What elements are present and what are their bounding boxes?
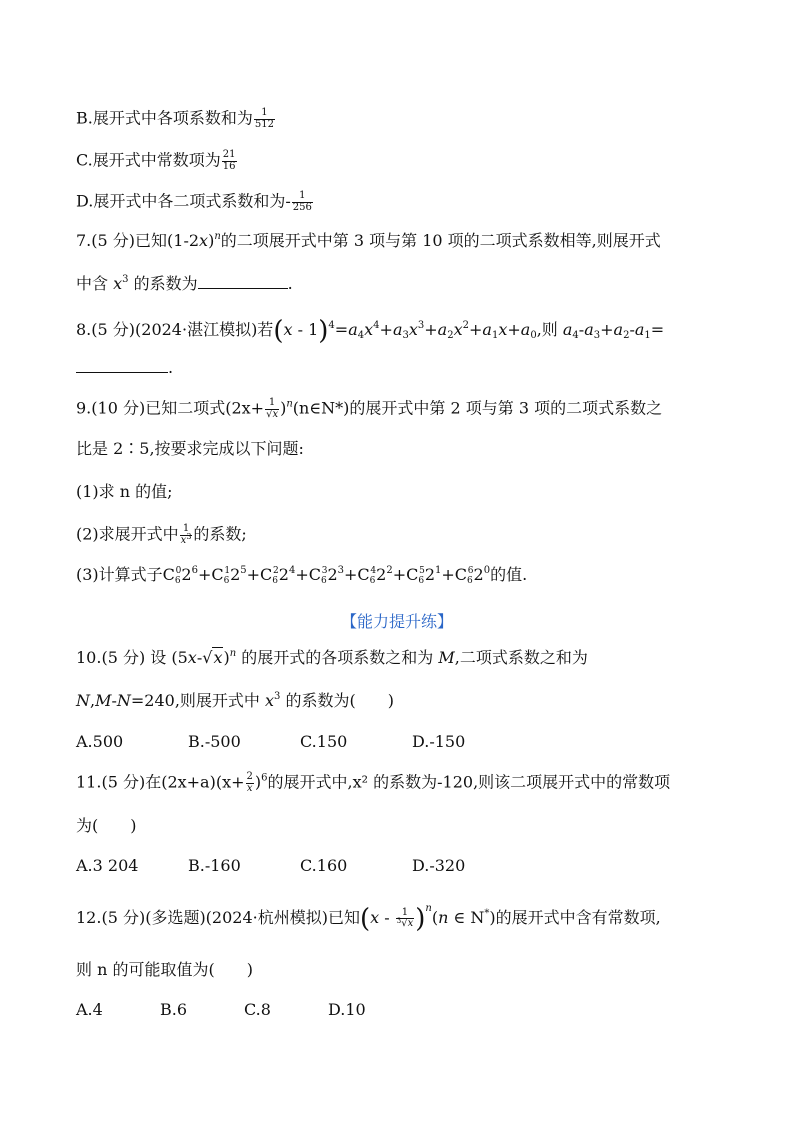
choice-b: B.6	[160, 1000, 188, 1019]
choice-a: A.3 204	[76, 856, 139, 875]
question-12-line2: 则 n 的可能取值为( )	[76, 960, 253, 979]
fraction: $\frac{1}{512}$	[254, 107, 274, 130]
choice-c: C.8	[244, 1000, 271, 1019]
question-7-line1: 7.(5 分)已知$(1-2x)^n$的二项展开式中第 3 项与第 10 项的二项式系数相等,则展开式	[76, 231, 661, 250]
fraction: $\frac{1}{256}$	[292, 190, 312, 213]
choice-c: C.160	[300, 856, 348, 875]
question-9-line1: 9.(10 分)已知二项式(2x+ $\frac{1}{√x}$ )$^n$(n∈N*)的展开式中第 2 项与第 3 项的二项式系数之	[76, 397, 663, 420]
choice-a: A.4	[76, 1000, 103, 1019]
choices-10	[76, 734, 465, 750]
question-12-line1: 12.(5 分)(多选题)(2024·杭州模拟)已知(x - $\frac{1}{^3√x}$ )$^n$(n ∈ N*)的展开式中含有常数项,	[76, 903, 661, 934]
choices-12	[76, 1002, 366, 1018]
choice-a: A.500	[76, 732, 124, 751]
question-9-part3: (3)计算式子$C_6^02^6+C_6^12^5+C_6^22^4+C_6^32^3+C_6^42^2+C_6^52^1+C_6^62^0$的值.	[76, 565, 528, 586]
answer-blank	[76, 371, 168, 373]
answer-blank	[198, 287, 288, 289]
choice-b: B.-160	[188, 856, 241, 875]
question-9-line2: 比是 2∶5,按要求完成以下问题:	[76, 439, 304, 458]
option-6c: C.展开式中常数项为 $\frac{21}{16}$	[76, 149, 236, 172]
choice-d: D.-150	[412, 732, 466, 751]
choice-b: B.-500	[188, 732, 241, 751]
question-8-line1: 8.(5 分)(2024·湛江模拟)若$(x - 1)^4=a_4x^4+a_3x^3+a_2x^2+a_1x+a_0$,则 $a_4-a_3+a_2-a_1=$	[76, 316, 665, 346]
question-10-line1: 10.(5 分) 设 $(5x-√x)^n$ 的展开式的各项系数之和为 M,二项式系数之和为	[76, 648, 588, 667]
choice-d: D.-320	[412, 856, 466, 875]
choices-11	[76, 858, 465, 874]
choice-d: D.10	[328, 1000, 366, 1019]
question-11-line1: 11.(5 分)在(2x+a)(x+ $\frac{2}{x}$ )$^6$的展开式中,x² 的系数为-120,则该二项展开式中的常数项	[76, 771, 671, 794]
question-8-line2: .	[76, 360, 173, 376]
question-9-part2: (2)求展开式中 $\frac{1}{x^3}$ 的系数;	[76, 523, 247, 546]
fraction: $\frac{21}{16}$	[222, 149, 236, 172]
option-6b: B.展开式中各项系数和为 $\frac{1}{512}$	[76, 107, 274, 130]
question-10-line2: N,M-N=240,则展开式中 $x^3$ 的系数为( )	[76, 691, 394, 710]
section-title: 【能力提升练】	[340, 612, 453, 631]
question-9-part1: (1)求 n 的值;	[76, 482, 173, 501]
option-6d: D.展开式中各二项式系数和为- $\frac{1}{256}$	[76, 190, 312, 213]
choice-c: C.150	[300, 732, 348, 751]
question-7-line2: 中含 $x^3$ 的系数为 .	[76, 274, 293, 293]
question-11-line2: 为( )	[76, 816, 137, 835]
